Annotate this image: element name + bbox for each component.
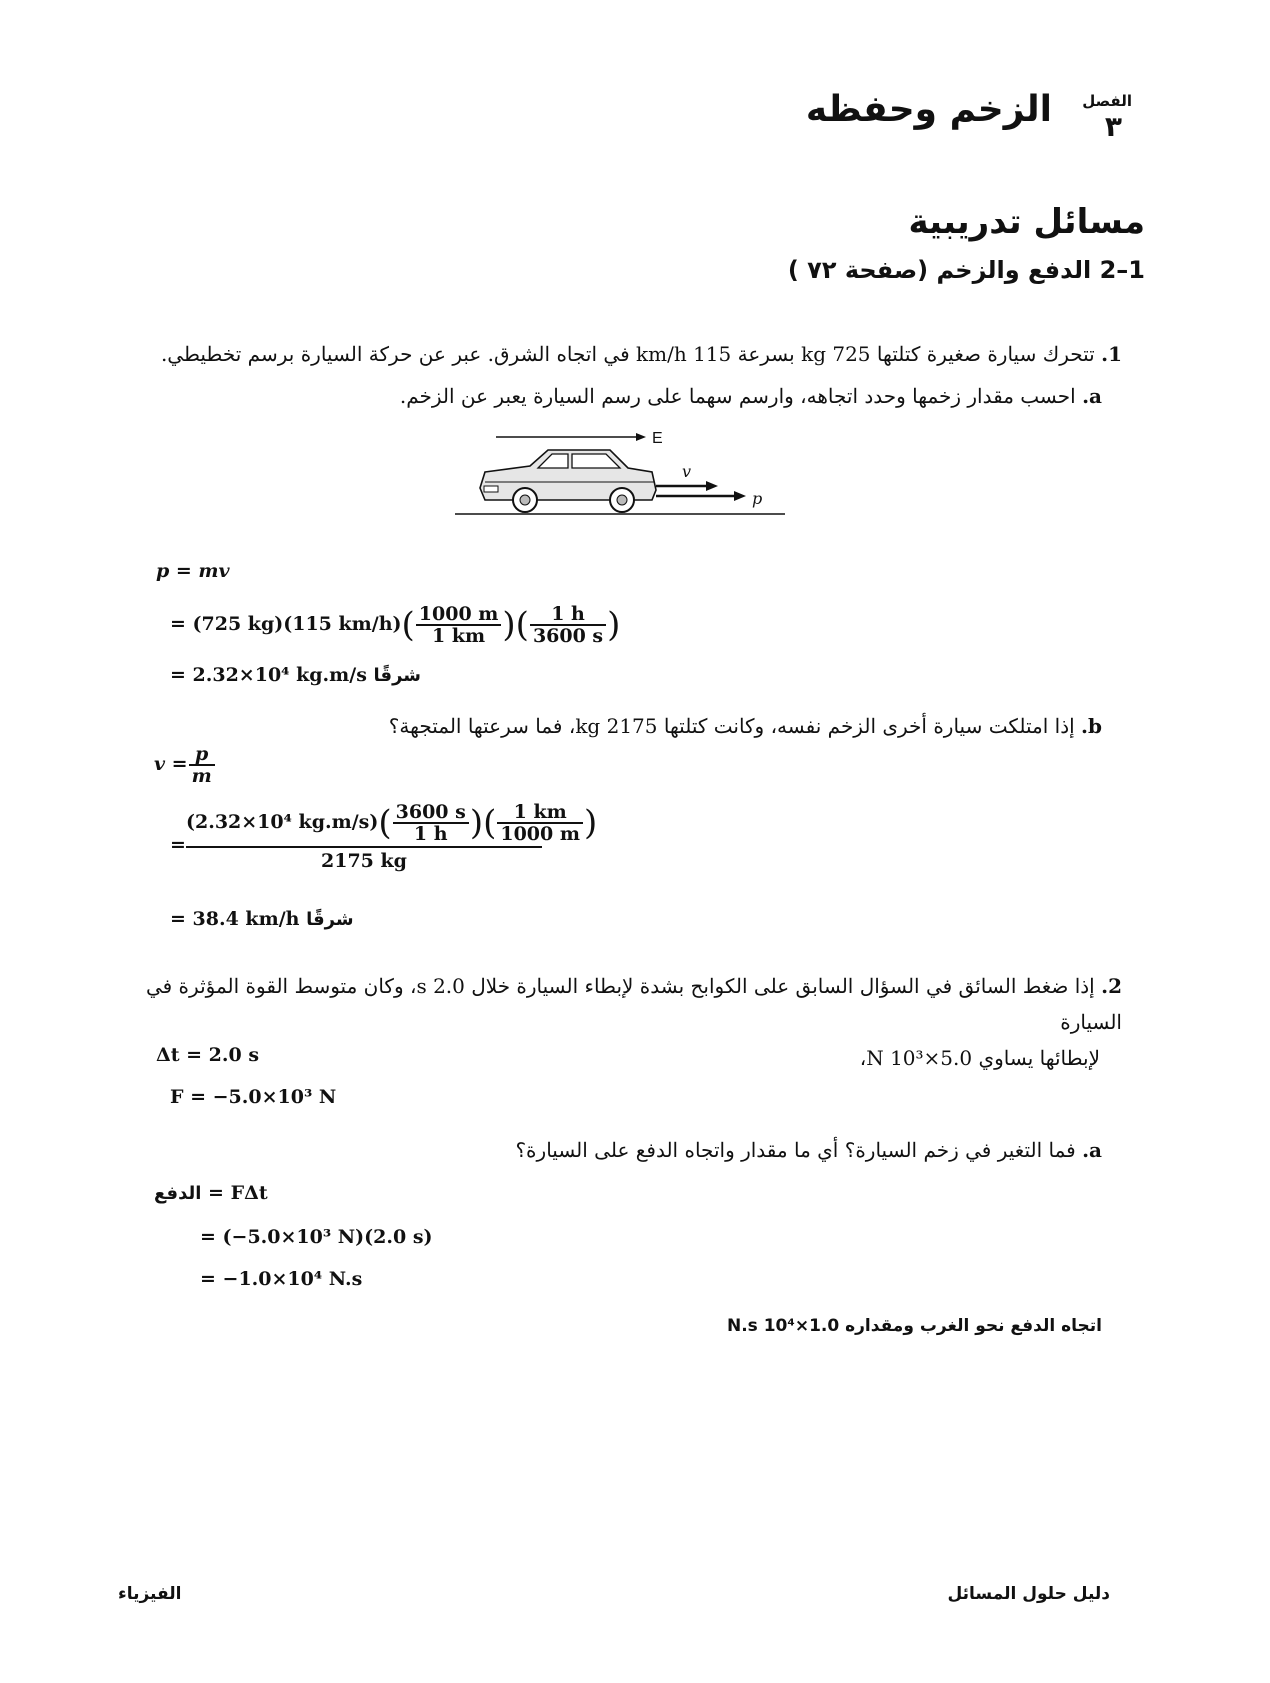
impulse-formula bbox=[154, 1182, 268, 1204]
part-label: a. bbox=[1082, 384, 1102, 408]
problem-number: 2. bbox=[1101, 974, 1122, 998]
fraction-numerator: 3600 s bbox=[393, 802, 469, 824]
momentum-formula: p = mv bbox=[156, 560, 230, 582]
big-fraction-numerator: (2.32×10⁴ kg.m/s)( $\frac{3600 s}{1 h}$ )( $\frac{1 km}{1000 m}$ ) bbox=[186, 802, 542, 848]
conversion-fraction bbox=[530, 604, 606, 646]
direction-label: شرقًا bbox=[373, 665, 421, 686]
momentum-calculation: = (725 kg)(115 km/h)( $\frac{1000 m}{1 km}$ )( $\frac{1 h}{3600 s}$ ) bbox=[170, 603, 621, 647]
fraction-numerator: 1 h bbox=[530, 604, 606, 626]
given-force: F = −5.0×10³ N bbox=[170, 1086, 337, 1108]
footer-subject: الفيزياء bbox=[118, 1584, 182, 1604]
part-text: احسب مقدار زخمها وحدد اتجاهه، وارسم سهما على رسم السيارة يعبر عن الزخم. bbox=[399, 384, 1076, 408]
p-over-m-fraction bbox=[189, 744, 215, 786]
section-title: مسائل تدريبية bbox=[908, 202, 1145, 242]
velocity-formula bbox=[154, 744, 216, 786]
fraction-denominator: 1 h bbox=[413, 823, 448, 845]
calc-lead: = (725 kg)(115 km/h) bbox=[170, 613, 402, 635]
big-fraction-denominator: 2175 kg bbox=[321, 850, 407, 872]
formula-value: = FΔt bbox=[208, 1182, 268, 1204]
chapter-number: ٣ bbox=[1104, 110, 1122, 143]
conversion-fraction bbox=[416, 604, 502, 646]
momentum-label: p bbox=[752, 489, 763, 508]
problem-text: تتحرك سيارة صغيرة كتلتها 725 kg بسرعة 115 km/h في اتجاه الشرق. عبر عن حركة السيارة برسم تخطيطي. bbox=[160, 342, 1095, 366]
formula-lead: v = bbox=[154, 753, 188, 775]
given-time: Δt = 2.0 s bbox=[156, 1044, 260, 1066]
conversion-fraction bbox=[393, 802, 469, 844]
conversion-fraction bbox=[497, 802, 583, 844]
problem-1 bbox=[161, 336, 1122, 372]
fraction-denominator: 1000 m bbox=[500, 823, 580, 845]
problem-number: 1. bbox=[1101, 342, 1122, 366]
velocity-big-fraction bbox=[186, 801, 598, 872]
impulse-calculation: = (−5.0×10³ N)(2.0 s) bbox=[200, 1226, 433, 1248]
part-text: إذا امتلكت سيارة أخرى الزخم نفسه، وكانت كتلتها 2175 kg، فما سرعتها المتجهة؟ bbox=[388, 714, 1075, 738]
fraction-denominator: 3600 s bbox=[532, 625, 604, 647]
velocity-label: v bbox=[682, 462, 692, 481]
problem-1a bbox=[400, 378, 1102, 414]
part-label: a. bbox=[1082, 1138, 1102, 1162]
fraction-numerator: p bbox=[189, 744, 215, 766]
east-arrowhead bbox=[636, 433, 646, 441]
problem-2a bbox=[515, 1132, 1102, 1168]
car-icon bbox=[480, 450, 656, 512]
velocity-arrowhead bbox=[706, 481, 718, 491]
fraction-denominator: m bbox=[191, 765, 212, 787]
fraction-denominator: 1 km bbox=[432, 625, 486, 647]
momentum-arrowhead bbox=[734, 491, 746, 501]
impulse-conclusion: اتجاه الدفع نحو الغرب ومقداره 1.0×10⁴ N.s bbox=[726, 1316, 1102, 1336]
section-subtitle: 1–2 الدفع والزخم (صفحة ٧٢ ) bbox=[787, 256, 1145, 284]
car-momentum-figure bbox=[440, 420, 800, 520]
problem-2-line2: لإبطائها يساوي 5.0×10³ N، bbox=[859, 1046, 1100, 1070]
momentum-result bbox=[170, 664, 421, 686]
part-label: b. bbox=[1081, 714, 1102, 738]
numerator-lead: (2.32×10⁴ kg.m/s) bbox=[186, 811, 379, 833]
footer-guide-title: دليل حلول المسائل bbox=[947, 1584, 1110, 1604]
problem-2 bbox=[112, 968, 1122, 1076]
velocity-eq-sign: = bbox=[170, 834, 186, 856]
impulse-label: الدفع bbox=[154, 1183, 202, 1204]
part-text: فما التغير في زخم السيارة؟ أي ما مقدار واتجاه الدفع على السيارة؟ bbox=[515, 1138, 1076, 1162]
problem-2-line1 bbox=[112, 968, 1122, 1040]
chapter-title: الزخم وحفظه bbox=[805, 89, 1052, 130]
problem-text: إذا ضغط السائق في السؤال السابق على الكوابح بشدة لإبطاء السيارة خلال 2.0 s، وكان متوسط القوة المؤثرة في السيارة bbox=[145, 974, 1122, 1034]
direction-label: شرقًا bbox=[306, 909, 354, 930]
result-value: = 2.32×10⁴ kg.m/s bbox=[170, 664, 367, 686]
problem-1b bbox=[389, 708, 1102, 744]
impulse-result: = −1.0×10⁴ N.s bbox=[200, 1268, 363, 1290]
velocity-result bbox=[170, 908, 354, 930]
result-value: = 38.4 km/h bbox=[170, 908, 300, 930]
chapter-label: الفصل bbox=[1082, 92, 1132, 110]
east-label: E bbox=[652, 430, 663, 447]
fraction-numerator: 1000 m bbox=[416, 604, 502, 626]
fraction-numerator: 1 km bbox=[497, 802, 583, 824]
